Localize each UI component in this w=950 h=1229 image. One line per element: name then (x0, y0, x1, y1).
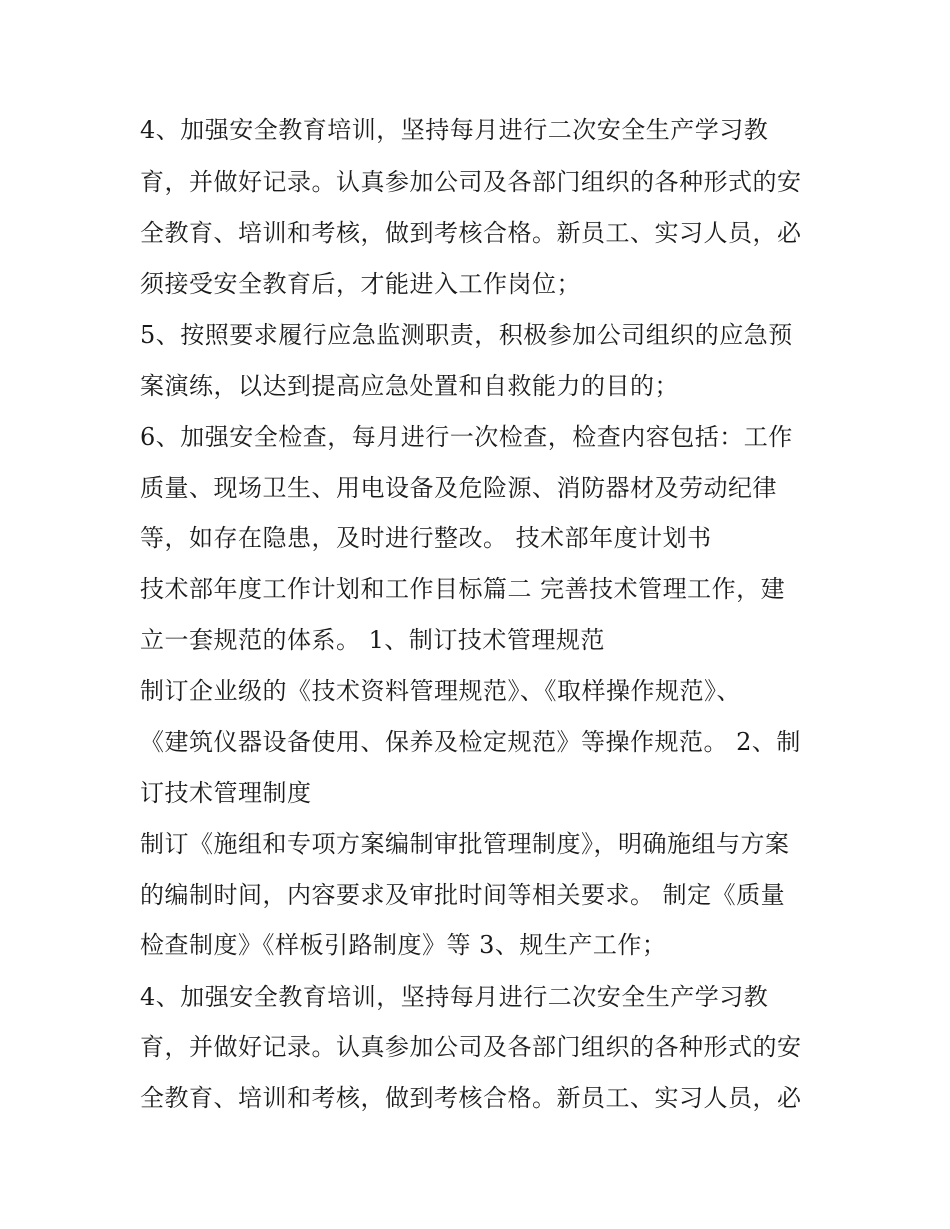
text-line-2: 育，并做好记录。认真参加公司及各部门组织的各种形式的安 (140, 168, 802, 196)
text-line-1: 4、加强安全教育培训，坚持每月进行二次安全生产学习教 (140, 116, 769, 144)
text-line-17: 检查制度》《样板引路制度》等 3、规生产工作； (140, 931, 667, 959)
text-line-14: 订技术管理制度 (140, 779, 312, 807)
text-line-4: 须接受安全教育后，才能进入工作岗位； (140, 270, 581, 298)
text-line-9: 等，如存在隐患，及时进行整改。 技术部年度计划书 (140, 524, 712, 552)
text-line-7: 6、加强安全检查，每月进行一次检查，检查内容包括：工作 (140, 423, 793, 451)
text-line-20: 全教育、培训和考核，做到考核合格。新员工、实习人员，必 (140, 1084, 802, 1112)
text-line-18: 4、加强安全教育培训，坚持每月进行二次安全生产学习教 (140, 983, 769, 1011)
text-line-16: 的编制时间，内容要求及审批时间等相关要求。 制定《质量 (140, 881, 786, 909)
text-line-19: 育，并做好记录。认真参加公司及各部门组织的各种形式的安 (140, 1033, 802, 1061)
text-line-3: 全教育、培训和考核，做到考核合格。新员工、实习人员，必 (140, 219, 802, 247)
text-line-5: 5、按照要求履行应急监测职责，积极参加公司组织的应急预 (140, 321, 793, 349)
text-line-10: 技术部年度工作计划和工作目标篇二 完善技术管理工作，建 (140, 575, 786, 603)
text-line-15: 制订《施组和专项方案编制审批管理制度》，明确施组与方案 (140, 830, 790, 858)
text-line-8: 质量、现场卫生、用电设备及危险源、消防器材及劳动纪律 (140, 474, 777, 502)
text-line-11: 立一套规范的体系。 1、制订技术管理规范 (140, 626, 605, 654)
text-line-13: 《建筑仪器设备使用、保养及检定规范》等操作规范。 2、制 (140, 728, 801, 756)
text-line-6: 案演练，以达到提高应急处置和自救能力的目的； (140, 372, 679, 400)
text-line-12: 制订企业级的《技术资料管理规范》、《取样操作规范》、 (140, 677, 741, 705)
